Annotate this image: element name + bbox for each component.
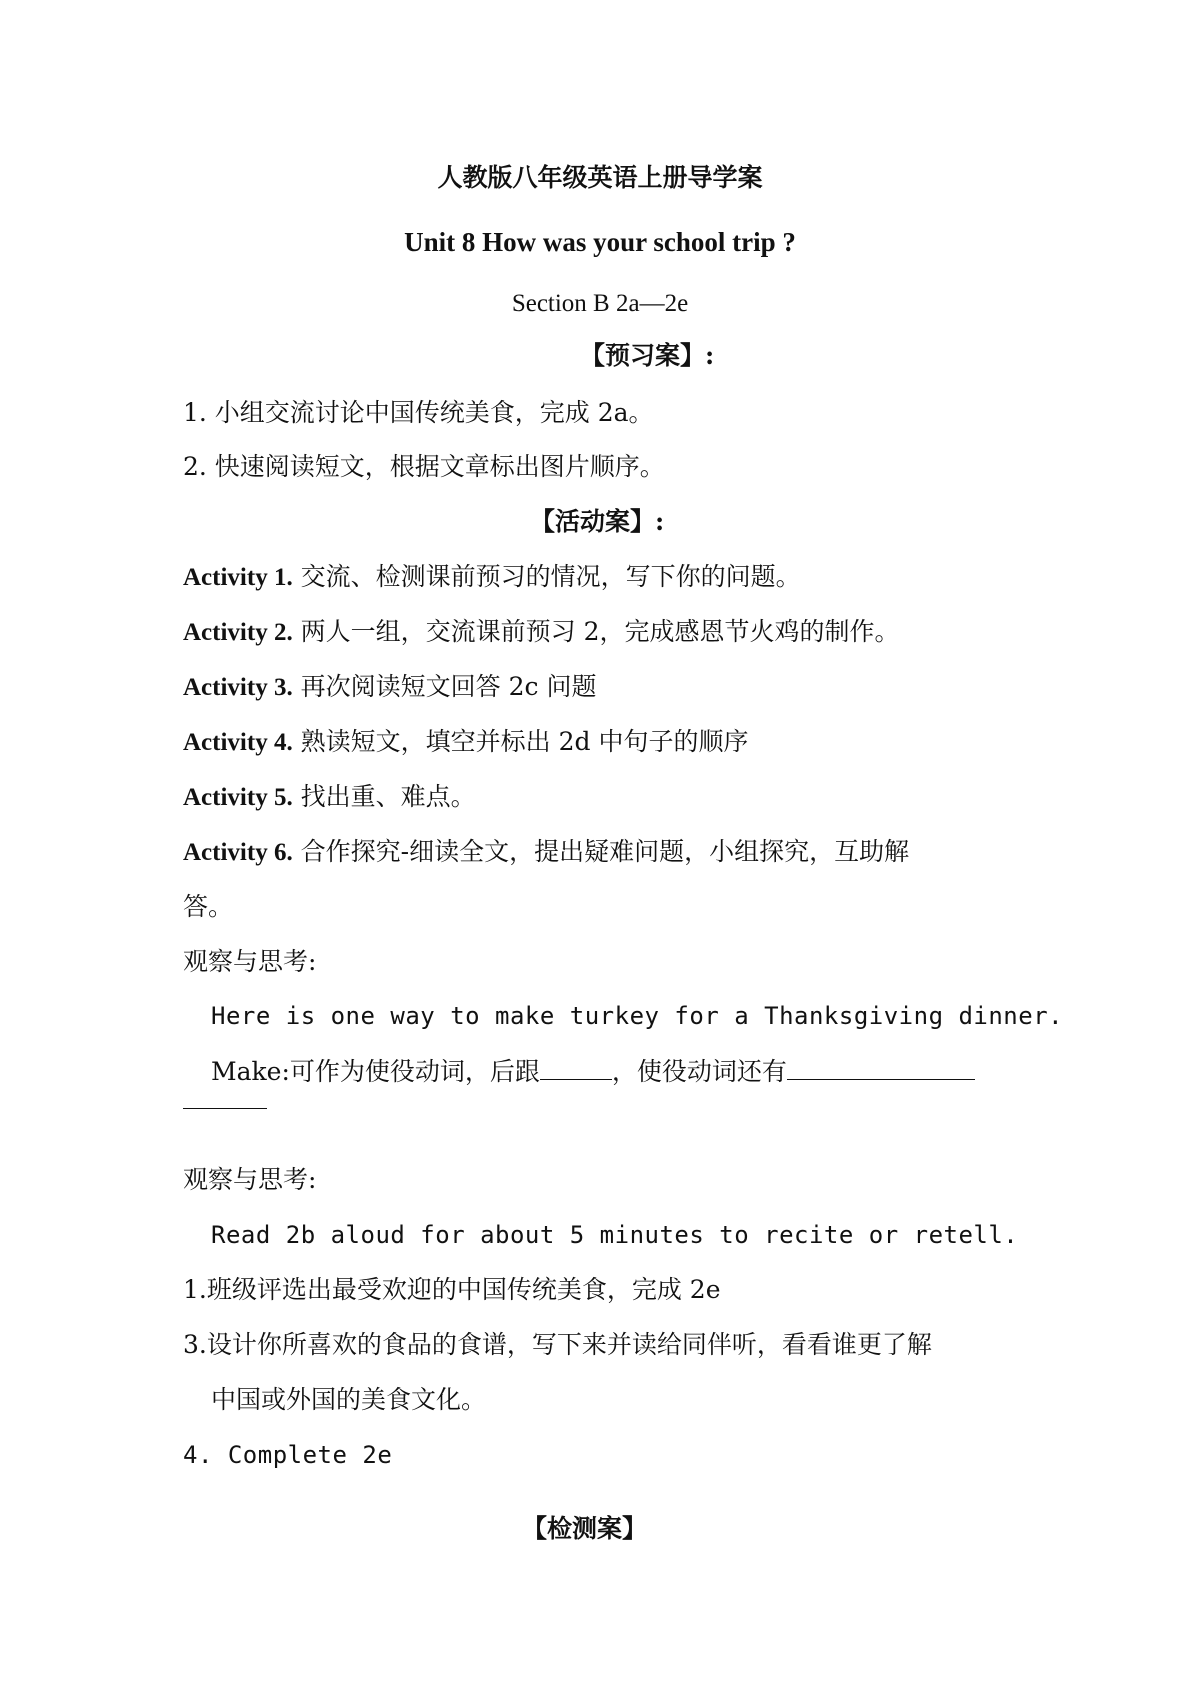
activity-text: 熟读短文，填空并标出 2d 中句子的顺序 xyxy=(300,727,749,756)
activity-label: Activity 5. xyxy=(183,784,293,811)
activity-label: Activity 3. xyxy=(183,674,293,701)
task-4: 4. Complete 2e xyxy=(183,1441,393,1469)
activity-label: Activity 6. xyxy=(183,839,293,866)
make-question xyxy=(211,1055,975,1088)
activity-item-1 xyxy=(183,561,801,594)
activity-heading: 【活动案】: xyxy=(530,507,665,536)
activity-item-3 xyxy=(183,671,596,704)
activity-item-4 xyxy=(183,726,748,759)
answer-blank-1[interactable] xyxy=(540,1055,612,1080)
activity-text: 再次阅读短文回答 2c 问题 xyxy=(300,672,597,701)
section-title: Section B 2a—2e xyxy=(511,290,689,317)
preview-item-1: 1. 小组交流讨论中国传统美食，完成 2a。 xyxy=(183,398,654,427)
preview-item-2: 2. 快速阅读短文，根据文章标出图片顺序。 xyxy=(183,452,665,481)
answer-blank-2-continued[interactable] xyxy=(183,1108,267,1109)
observe-sentence-1: Here is one way to make turkey for a Thanksgiving dinner. xyxy=(211,1002,1064,1030)
activity-label: Activity 1. xyxy=(183,564,293,591)
activity-text: 两人一组，交流课前预习 2，完成感恩节火鸡的制作。 xyxy=(300,617,900,646)
observe-sentence-2: Read 2b aloud for about 5 minutes to recite or retell. xyxy=(211,1221,1019,1249)
activity-item-6 xyxy=(183,836,909,869)
test-heading: 【检测案】 xyxy=(522,1514,648,1543)
activity-item-5 xyxy=(183,781,476,814)
activity-text: 合作探究-细读全文，提出疑难问题，小组探究，互助解 xyxy=(300,837,910,866)
observe-label-1: 观察与思考: xyxy=(183,947,317,976)
document-title: 人教版八年级英语上册导学案 xyxy=(437,163,763,192)
activity-item-2 xyxy=(183,616,900,649)
activity-label: Activity 2. xyxy=(183,619,293,646)
activity-label: Activity 4. xyxy=(183,729,293,756)
make-question-prefix: Make:可作为使役动词，后跟 xyxy=(211,1057,540,1086)
activity-item-6-continued: 答。 xyxy=(183,892,234,921)
activity-text: 交流、检测课前预习的情况，写下你的问题。 xyxy=(300,562,801,591)
task-3-continued: 中国或外国的美食文化。 xyxy=(211,1385,487,1414)
unit-title: Unit 8 How was your school trip ? xyxy=(404,227,796,257)
answer-blank-2[interactable] xyxy=(787,1055,975,1080)
observe-label-2: 观察与思考: xyxy=(183,1165,317,1194)
task-3: 3.设计你所喜欢的食品的食谱，写下来并读给同伴听，看看谁更了解 xyxy=(183,1330,932,1359)
preview-heading: 【预习案】: xyxy=(580,341,715,370)
make-question-mid: ，使役动词还有 xyxy=(611,1057,787,1086)
task-1: 1.班级评选出最受欢迎的中国传统美食，完成 2e xyxy=(183,1275,721,1304)
activity-text: 找出重、难点。 xyxy=(300,782,476,811)
